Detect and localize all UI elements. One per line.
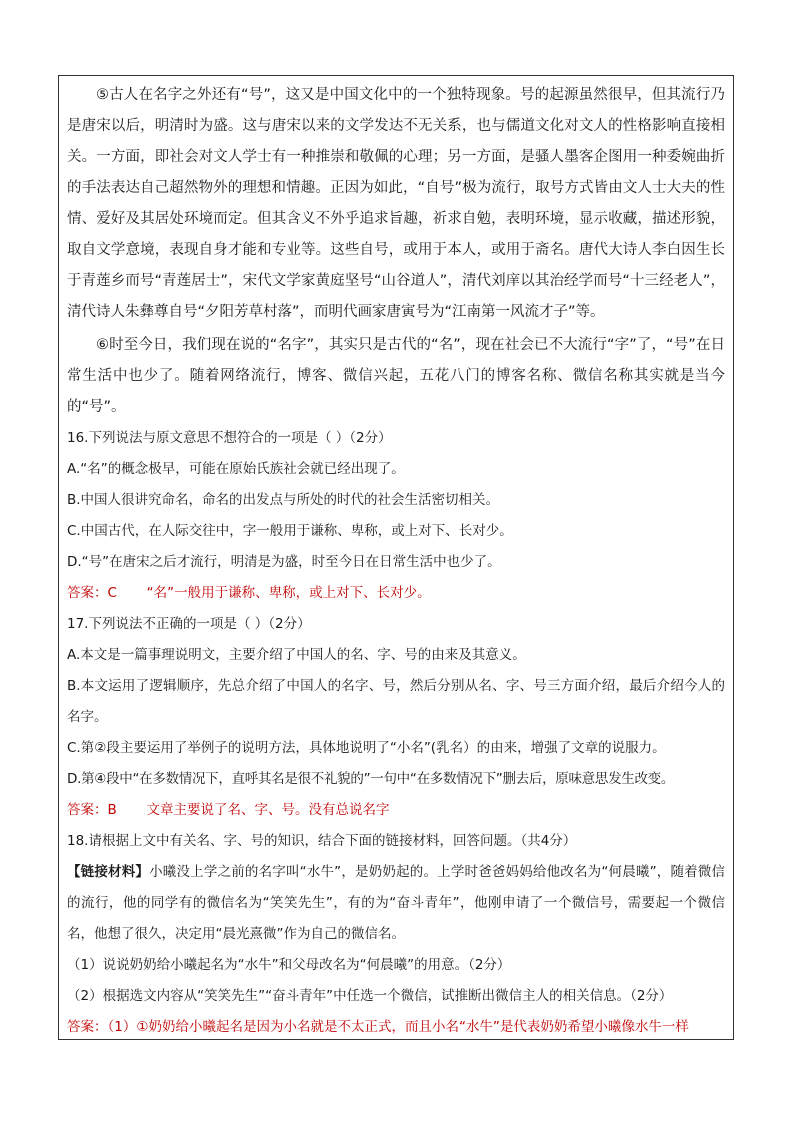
question-16-option-d: D.“号”在唐宋之后才流行，明清是为盛，时至今日在日常生活中也少了。 bbox=[67, 554, 501, 570]
question-18-answer bbox=[67, 1012, 725, 1040]
paragraph-5: ⑤古人在名字之外还有“号”，这又是中国文化中的一个独特现象。号的起源虽然很早，但其流行乃是唐宋以后，明清时为盛。这与唐宋以来的文学发达不无关系，也与儒道文化对文人的性格影响直接相关。一方面，即社会对文人学士有一种推崇和敬佩的心理；另一方面，是骚人墨客企图用一种委婉曲折的手法表达自己超然物外的理想和情趣。正因为如此，“自号”极为流行，取号方式皆由文人士大夫的性情、爱好及其居处环境而定。但其含义不外乎追求旨趣，祈求自勉，表明环境，显示收藏，描述形貌，取自文学意境，表现自身才能和专业等。这些自号，或用于本人，或用于斋名。唐代大诗人李白因生长于青莲乡而号“青莲居士”，宋代文学家黄庭坚号“山谷道人”，清代刘庠以其治经学而号“十三经老人”，清代诗人朱彝尊自号“夕阳芳草村落”，而明代画家唐寅号为“江南第一风流才子”等。 bbox=[67, 87, 725, 320]
question-18-material bbox=[67, 857, 725, 950]
question-18-sub-1: （1）说说奶奶给小曦起名为“水牛”和父母改名为“何晨曦”的用意。（2分） bbox=[67, 957, 511, 973]
question-16-option-c: C.中国古代，在人际交往中，字一般用于谦称、卑称，或上对下、长对少。 bbox=[67, 523, 513, 539]
material-tag: 【链接材料】 bbox=[67, 864, 150, 880]
answer-label: 答案：B bbox=[67, 802, 117, 818]
answer-text: “名”一般用于谦称、卑称，或上对下、长对少。 bbox=[146, 585, 431, 601]
question-17-answer bbox=[67, 795, 725, 826]
answer-text: 文章主要说了名、字、号。没有总说名字 bbox=[146, 802, 390, 818]
answer-text: （1）①奶奶给小曦起名是因为小名就是不太正式，而且小名“水牛”是代表奶奶希望小曦像水牛一样 bbox=[107, 1019, 689, 1035]
question-17-option-a: A.本文是一篇事理说明文，主要介绍了中国人的名、字、号的由来及其意义。 bbox=[67, 647, 526, 663]
paragraph-6: ⑥时至今日，我们现在说的“名字”，其实只是古代的“名”，现在社会已不大流行“字”了，“号”在日常生活中也少了。随着网络流行，博客、微信兴起，五花八门的博客名称、微信名称其实就是当今的“号”。 bbox=[67, 337, 725, 415]
question-18-stem: 18.请根据上文中有关名、字、号的知识，结合下面的链接材料，回答问题。（共4分） bbox=[67, 833, 577, 849]
question-17-option-b: B.本文运用了逻辑顺序，先总介绍了中国人的名字、号，然后分别从名、字、号三方面介绍，最后介绍今人的名字。 bbox=[67, 678, 725, 725]
question-18-sub-2: （2）根据选文内容从“笑笑先生”“奋斗青年”中任选一个微信，试推断出微信主人的相关信息。（2分） bbox=[67, 988, 673, 1004]
question-16-answer bbox=[67, 578, 725, 609]
question-16-stem: 16.下列说法与原文意思不想符合的一项是（ ）（2分） bbox=[67, 430, 392, 446]
question-17-stem: 17.下列说法不正确的一项是（ ）（2分） bbox=[67, 616, 311, 632]
document-frame bbox=[58, 75, 734, 1040]
question-17-option-c: C.第②段主要运用了举例子的说明方法，具体地说明了“小名”(乳名）的由来，增强了文章的说服力。 bbox=[67, 740, 666, 756]
material-text: 小曦没上学之前的名字叫“水牛”，是奶奶起的。上学时爸爸妈妈给他改名为“何晨曦”，随着微信的流行，他的同学有的微信名为“笑笑先生”，有的为“奋斗青年”，他刚申请了一个微信号，需要起一个微信名，他想了很久，决定用“晨光熹微”作为自己的微信名。 bbox=[67, 864, 725, 942]
question-16-option-b: B.中国人很讲究命名，命名的出发点与所处的时代的社会生活密切相关。 bbox=[67, 492, 500, 508]
answer-label: 答案：C bbox=[67, 585, 117, 601]
answer-label: 答案： bbox=[67, 1019, 108, 1035]
question-16-option-a: A.“名”的概念极早，可能在原始氏族社会就已经出现了。 bbox=[67, 461, 405, 477]
question-17-option-d: D.第④段中“在多数情况下，直呼其名是很不礼貌的”一句中“在多数情况下”删去后，原味意思发生改变。 bbox=[67, 771, 675, 787]
